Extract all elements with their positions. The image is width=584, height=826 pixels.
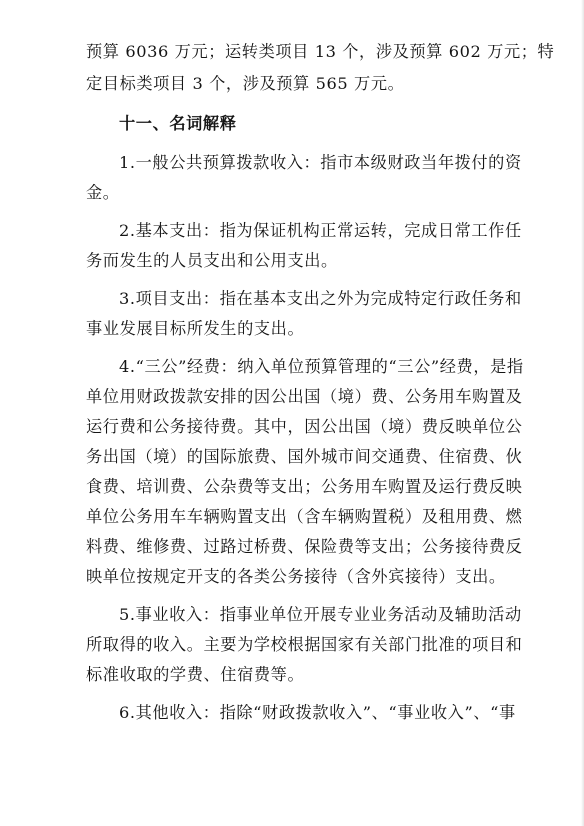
text-line-21: 6.其他收入：指除“财政拨款收入”、“事业收入”、“事 <box>119 703 516 722</box>
text-line-6: 2.基本支出：指为保证机构正常运转，完成日常工作任 <box>119 221 522 240</box>
text-line-14: 食费、培训费、公杂费等支出；公务用车购置及运行费反映 <box>86 477 523 496</box>
text-line-1: 预算 6036 万元；运转类项目 13 个，涉及预算 602 万元；特 <box>86 42 555 61</box>
text-line-19: 所取得的收入。主要为学校根据国家有关部门批准的项目和 <box>86 635 523 654</box>
text-line-4: 1.一般公共预算拨款收入：指市本级财政当年拨付的资 <box>119 153 522 172</box>
text-line-5: 金。 <box>86 183 120 202</box>
text-line-18: 5.事业收入：指事业单位开展专业业务活动及辅助活动 <box>119 605 522 624</box>
text-line-20: 标准收取的学费、住宿费等。 <box>86 665 305 684</box>
text-line-7: 务而发生的人员支出和公用支出。 <box>86 251 338 270</box>
text-line-8: 3.项目支出：指在基本支出之外为完成特定行政任务和 <box>119 289 522 308</box>
text-line-15: 单位公务用车车辆购置支出（含车辆购置税）及租用费、燃 <box>86 507 523 526</box>
text-line-10: 4.“三公”经费：纳入单位预算管理的“三公”经费，是指 <box>119 357 524 376</box>
text-line-17: 映单位按规定开支的各类公务接待（含外宾接待）支出。 <box>86 567 506 586</box>
text-line-9: 事业发展目标所发生的支出。 <box>86 319 305 338</box>
section-heading: 十一、名词解释 <box>119 114 237 133</box>
text-line-16: 料费、维修费、过路过桥费、保险费等支出；公务接待费反 <box>86 537 523 556</box>
text-line-12: 运行费和公务接待费。其中，因公出国（境）费反映单位公 <box>86 417 523 436</box>
text-line-11: 单位用财政拨款安排的因公出国（境）费、公务用车购置及 <box>86 387 523 406</box>
text-line-2: 定目标类项目 3 个，涉及预算 565 万元。 <box>86 74 405 93</box>
text-line-13: 务出国（境）的国际旅费、国外城市间交通费、住宿费、伙 <box>86 447 523 466</box>
